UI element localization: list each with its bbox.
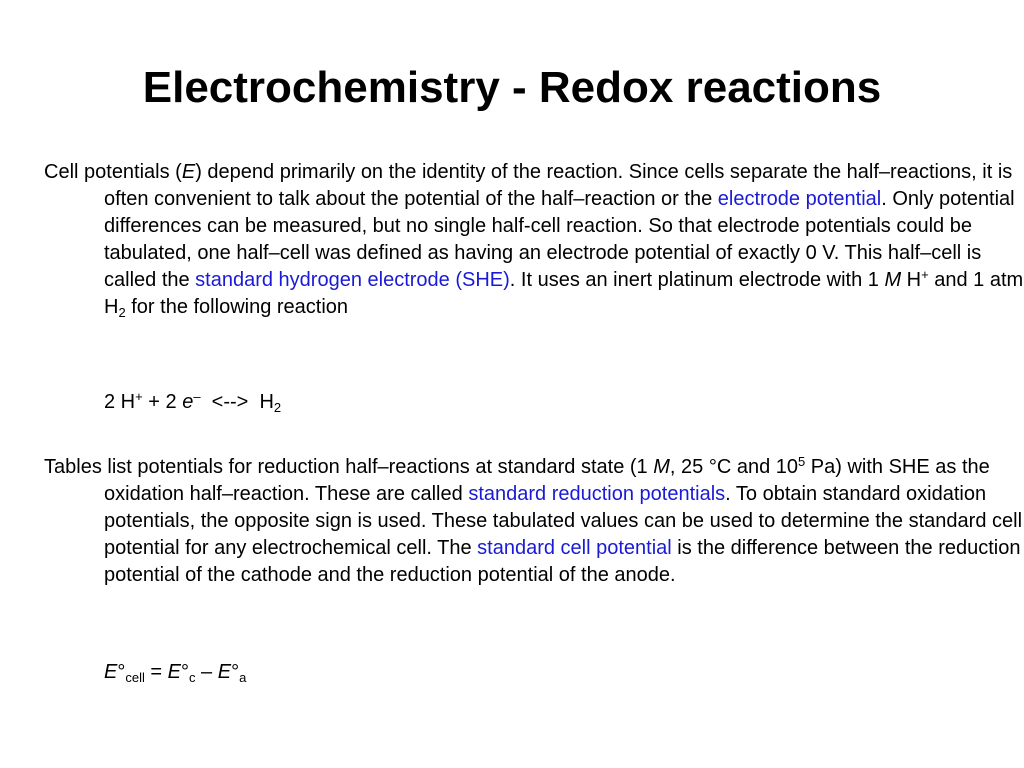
italic-symbol: M (653, 456, 670, 478)
equation-text: 2 H (104, 391, 136, 413)
degree-symbol: ° (181, 661, 189, 683)
equation-text: <--> H (200, 391, 274, 413)
superscript: + (921, 267, 929, 282)
subscript: 2 (118, 305, 126, 320)
subscript: cell (125, 670, 145, 685)
equation-hydrogen-reaction (104, 389, 281, 416)
text: Tables list potentials for reduction half–reactions at standard state (1 (44, 456, 654, 478)
text: Pa) with SHE as the oxidation half–reaction. These are called (104, 456, 990, 505)
equation-text: + 2 (142, 391, 183, 413)
text: and 1 atm H (104, 269, 1024, 318)
italic-symbol: E (167, 661, 181, 683)
link-standard-cell-potential[interactable]: standard cell potential (477, 537, 672, 559)
text: . Only potential differences can be measured, but no single half-cell reaction. So that electrode potentials could be tabulated, one half–cell was defined as having an electrode potential of exactly 0 V. This half–cell is called the (104, 188, 1015, 291)
text: ) depend primarily on the identity of the reaction. Since cells separate the half–reactions, it is often convenient to talk about the potential of the half–reaction or the (104, 161, 1013, 210)
link-standard-hydrogen-electrode[interactable]: standard hydrogen electrode (SHE) (195, 269, 510, 291)
italic-symbol: E (181, 161, 196, 183)
slide-title: Electrochemistry - Redox reactions (142, 63, 882, 112)
equation-text: – (195, 661, 218, 683)
subscript: 2 (273, 400, 282, 415)
degree-symbol: ° (117, 661, 126, 683)
italic-symbol: E (217, 661, 232, 683)
text: . To obtain standard oxidation potentials, the opposite sign is used. These tabulated values can be used to determine the standard cell potential for any electrochemical cell. The (104, 483, 1023, 559)
superscript: – (193, 389, 201, 404)
degree-symbol: ° (231, 661, 240, 683)
paragraph-standard-potentials (44, 454, 1024, 589)
paragraph-cell-potentials (44, 159, 1024, 321)
text: is the difference between the reduction potential of the cathode and the reduction potential of the anode. (104, 537, 1021, 586)
equation-text: = (144, 661, 168, 683)
text: for the following reaction (125, 296, 349, 318)
subscript: c (189, 670, 196, 685)
italic-symbol: M (884, 269, 902, 291)
equation-cell-potential (104, 659, 246, 686)
italic-symbol: e (182, 391, 194, 413)
superscript: 5 (798, 454, 806, 469)
italic-symbol: E (104, 661, 118, 683)
link-electrode-potential[interactable]: electrode potential (717, 188, 882, 210)
superscript: + (135, 389, 143, 404)
text: . It uses an inert platinum electrode with 1 (509, 269, 885, 291)
text: , 25 °C and 10 (669, 456, 798, 478)
text: H (901, 269, 922, 291)
subscript: a (239, 670, 247, 685)
link-standard-reduction-potentials[interactable]: standard reduction potentials (468, 483, 726, 505)
text: Cell potentials ( (44, 161, 182, 183)
